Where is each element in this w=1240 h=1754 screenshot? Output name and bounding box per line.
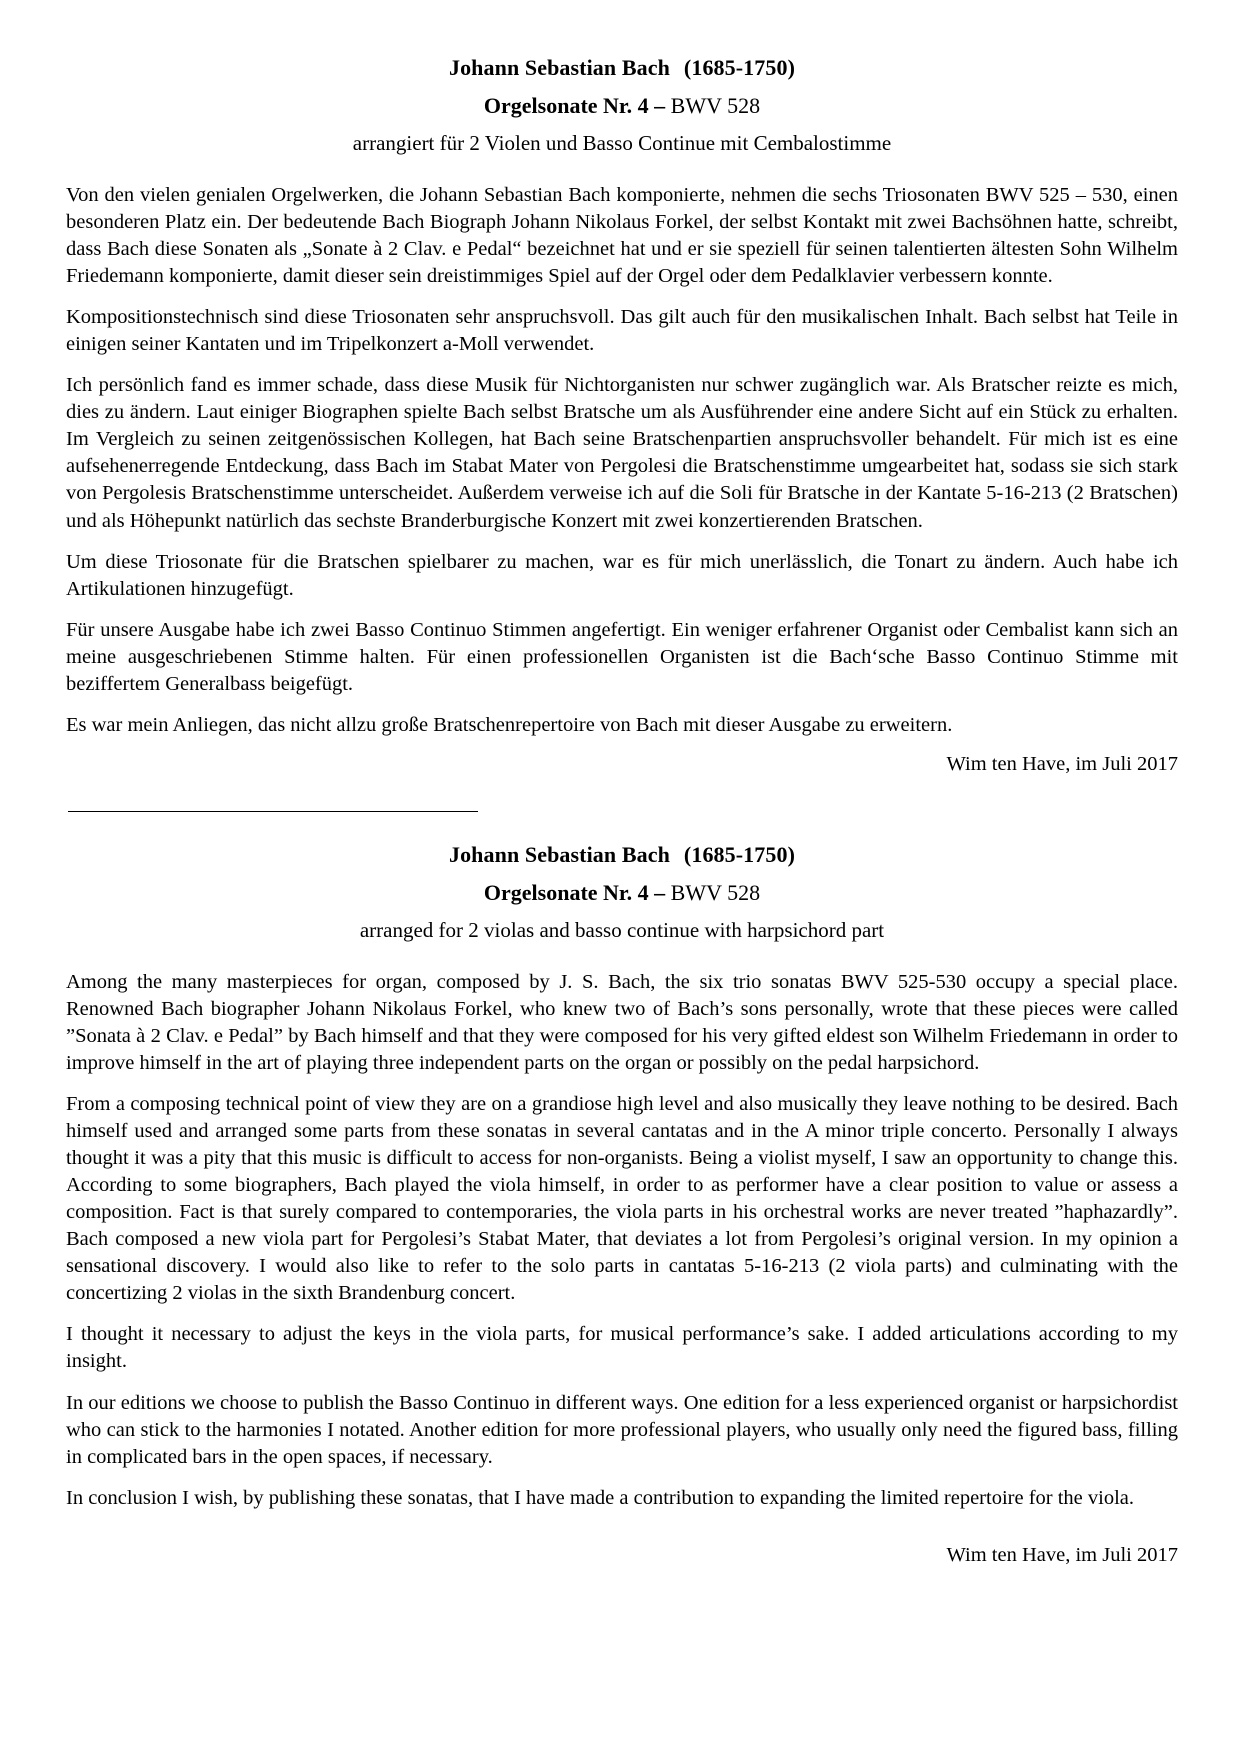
composer-years-english: (1685-1750) <box>683 841 796 867</box>
signature-spacer <box>66 1526 1178 1532</box>
paragraph: Von den vielen genialen Orgelwerken, die Johann Sebastian Bach komponierte, nehmen die sechs Triosonaten BWV 525 – 530, einen besonderen Platz ein. Der bedeutende Bach Biograph Johann Nikolaus Forkel, der selbst Kontakt mit zwei Bachsöhnen hatte, schreibt, dass Bach diese Sonaten als „Sonate à 2 Clav. e Pedal“ bezeichnet hat und er sie speziell für seinen talentierten ältesten Sohn Wilhelm Friedemann komponierte, damit dieser sein dreistimmiges Spiel auf der Orgel oder dem Pedalklavier verbessern konnte. <box>66 184 1178 288</box>
paragraph: Für unsere Ausgabe habe ich zwei Basso Continuo Stimmen angefertigt. Ein weniger erfahrener Organist oder Cembalist kann sich an meine ausgeschriebenen Stimme halten. Für einen professionellen Organisten ist die Bach‘sche Basso Continuo Stimme mit beziffertem Generalbass beigefügt. <box>66 618 1178 695</box>
signature-english: Wim ten Have, im Juli 2017 <box>946 1543 1178 1566</box>
paragraph: Ich persönlich fand es immer schade, dass diese Musik für Nichtorganisten nur schwer zugänglich war. Als Bratscher reizte es mich, dies zu ändern. Laut einiger Biographen spielte Bach selbst Bratsche um als Ausführender eine andere Sicht auf ein Stück zu erhalten. Im Vergleich zu seinen zeitgenössischen Kollegen, hat Bach seine Bratschenpartien anspruchsvoller behandelt. Für mich ist es eine aufsehenerregende Entdeckung, dass Bach im Stabat Mater von Pergolesi die Bratschenstimme umgearbeitet hat, sodass sie sich stark von Pergolesis Bratschenstimme unterscheidet. Außerdem verweise ich auf die Soli für Bratsche in der Kantate 5-16-213 (2 Bratschen) und als Höhepunkt natürlich das sechste Branderburgische Konzert mit zwei konzertierenden Bratschen. <box>66 374 1178 532</box>
section-divider-wrap <box>66 810 1178 812</box>
composer-name-english: Johann Sebastian Bach <box>448 841 670 867</box>
work-catalog-german: BWV 528 <box>665 93 761 118</box>
work-catalog-english: BWV 528 <box>665 879 761 905</box>
work-title-german: Orgelsonate Nr. 4 – <box>483 93 666 118</box>
composer-name-german: Johann Sebastian Bach <box>448 55 670 80</box>
horizontal-rule <box>68 810 478 812</box>
signature-german: Wim ten Have, im Juli 2017 <box>946 752 1178 775</box>
composer-heading-english <box>66 842 1178 868</box>
paragraph: In conclusion I wish, by publishing these sonatas, that I have made a contribution to expanding the limited repertoire for the viola. <box>66 1486 1135 1509</box>
work-title-english: Orgelsonate Nr. 4 – <box>483 879 666 905</box>
paragraph: Um diese Triosonate für die Bratschen spielbarer zu machen, war es für mich unerlässlich, die Tonart zu ändern. Auch habe ich Artikulationen hinzugefügt. <box>66 550 1178 600</box>
paragraph: I thought it necessary to adjust the keys in the viola parts, for musical performance’s sake. I added articulations according to my insight. <box>66 1323 1178 1373</box>
work-subtitle-english: arranged for 2 violas and basso continue with harpsichord part <box>359 917 885 942</box>
preface-english <box>66 842 1178 1567</box>
paragraph: Es war mein Anliegen, das nicht allzu große Bratschenrepertoire von Bach mit dieser Ausgabe zu erweitern. <box>66 713 953 736</box>
preface-german <box>66 55 1178 776</box>
paragraph: In our editions we choose to publish the Basso Continuo in different ways. One edition for a less experienced organist or harpsichordist who can stick to the harmonies I notated. Another edition for more professional players, who usually only need the figured bass, filling in complicated bars in the open spaces, if necessary. <box>66 1391 1178 1468</box>
work-heading-english <box>66 880 1178 906</box>
paragraph: Kompositionstechnisch sind diese Triosonaten sehr anspruchsvoll. Das gilt auch für den musikalischen Inhalt. Bach selbst hat Teile in einigen seiner Kantaten und im Tripelkonzert a-Moll verwendet. <box>66 306 1178 356</box>
composer-years-german: (1685-1750) <box>683 55 796 80</box>
title-block-english <box>66 842 1178 943</box>
work-heading-german <box>66 93 1178 119</box>
composer-heading-german <box>66 55 1178 81</box>
paragraph: Among the many masterpieces for organ, composed by J. S. Bach, the six trio sonatas BWV 525-530 occupy a special place. Renowned Bach biographer Johann Nikolaus Forkel, who knew two of Bach’s sons personally, wrote that these pieces were called ”Sonata à 2 Clav. e Pedal” by Bach himself and that they were composed for his very gifted eldest son Wilhelm Friedemann in order to improve himself in the art of playing three independent parts on the organ or possibly on the pedal harpsichord. <box>66 970 1178 1074</box>
title-block-german <box>66 55 1178 156</box>
work-subtitle-german: arrangiert für 2 Violen und Basso Continue mit Cembalostimme <box>352 131 892 155</box>
paragraph: From a composing technical point of view they are on a grandiose high level and also musically they leave nothing to be desired. Bach himself used and arranged some parts from these sonatas in several cantatas and in the A minor triple concerto. Personally I always thought it was a pity that this music is difficult to access for non-organists. Being a violist myself, I saw an opportunity to change this. According to some biographers, Bach played the viola himself, in order to as performer have a clear position to value or assess a composition. Fact is that surely compared to contemporaries, the viola parts in his orchestral works are never treated ”haphazardly”. Bach composed a new viola part for Pergolesi’s Stabat Mater, that deviates a lot from Pergolesi’s original version. In my opinion a sensational discovery. I would also like to refer to the solo parts in cantatas 5-16-213 (2 viola parts) and culminating with the concertizing 2 violas in the sixth Brandenburg concert. <box>66 1093 1178 1305</box>
